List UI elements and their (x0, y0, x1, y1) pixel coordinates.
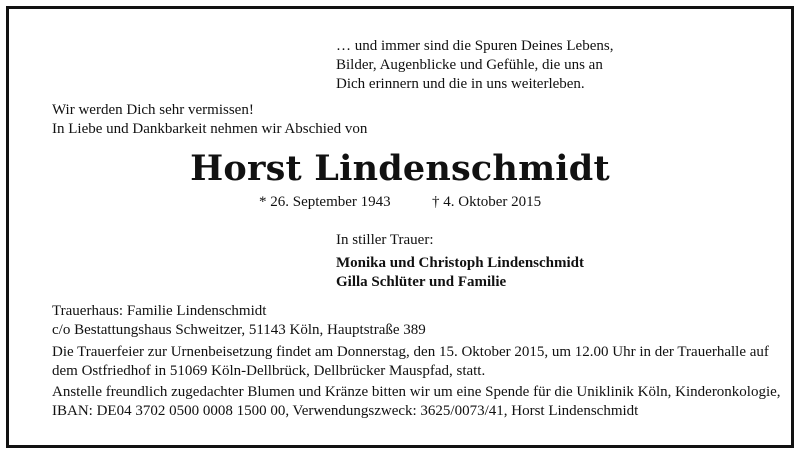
quote-line: … und immer sind die Spuren Deines Lebens, (336, 38, 614, 54)
birth-date: * 26. September 1943 (259, 194, 391, 210)
mourning-house-line: Trauerhaus: Familie Lindenschmidt (52, 303, 267, 319)
service-line: Die Trauerfeier zur Urnenbeisetzung findet am Donnerstag, den 15. Oktober 2015, um 12.00 Uhr in der Trauerhalle auf (52, 344, 769, 360)
deceased-name: Horst Lindenschmidt (190, 148, 610, 189)
mourner-name: Gilla Schlüter und Familie (336, 274, 507, 290)
intro-line: In Liebe und Dankbarkeit nehmen wir Abschied von (52, 121, 368, 137)
service-line: dem Ostfriedhof in 51069 Köln-Dellbrück, Dellbrücker Mauspfad, statt. (52, 363, 486, 379)
funeral-service-info (52, 343, 769, 381)
mourning-house (52, 302, 426, 340)
mourners-label: In stiller Trauer: (336, 232, 434, 248)
mourning-house-line: c/o Bestattungshaus Schweitzer, 51143 Köln, Hauptstraße 389 (52, 322, 426, 338)
donation-line: Anstelle freundlich zugedachter Blumen und Kränze bitten wir um eine Spende für die Uniklinik Köln, Kinderonkologie, (52, 384, 781, 400)
quote-line: Dich erinnern und die in uns weiterleben. (336, 76, 585, 92)
donation-info (52, 383, 781, 421)
death-date: † 4. Oktober 2015 (432, 194, 542, 210)
quote-line: Bilder, Augenblicke und Gefühle, die uns an (336, 57, 603, 73)
memorial-quote (336, 37, 613, 94)
mourner-name: Monika und Christoph Lindenschmidt (336, 255, 584, 271)
intro-text (52, 101, 367, 139)
mourners-list (336, 254, 584, 292)
donation-line: IBAN: DE04 3702 0500 0008 1500 00, Verwendungszweck: 3625/0073/41, Horst Lindenschmidt (52, 403, 639, 419)
intro-line: Wir werden Dich sehr vermissen! (52, 102, 254, 118)
